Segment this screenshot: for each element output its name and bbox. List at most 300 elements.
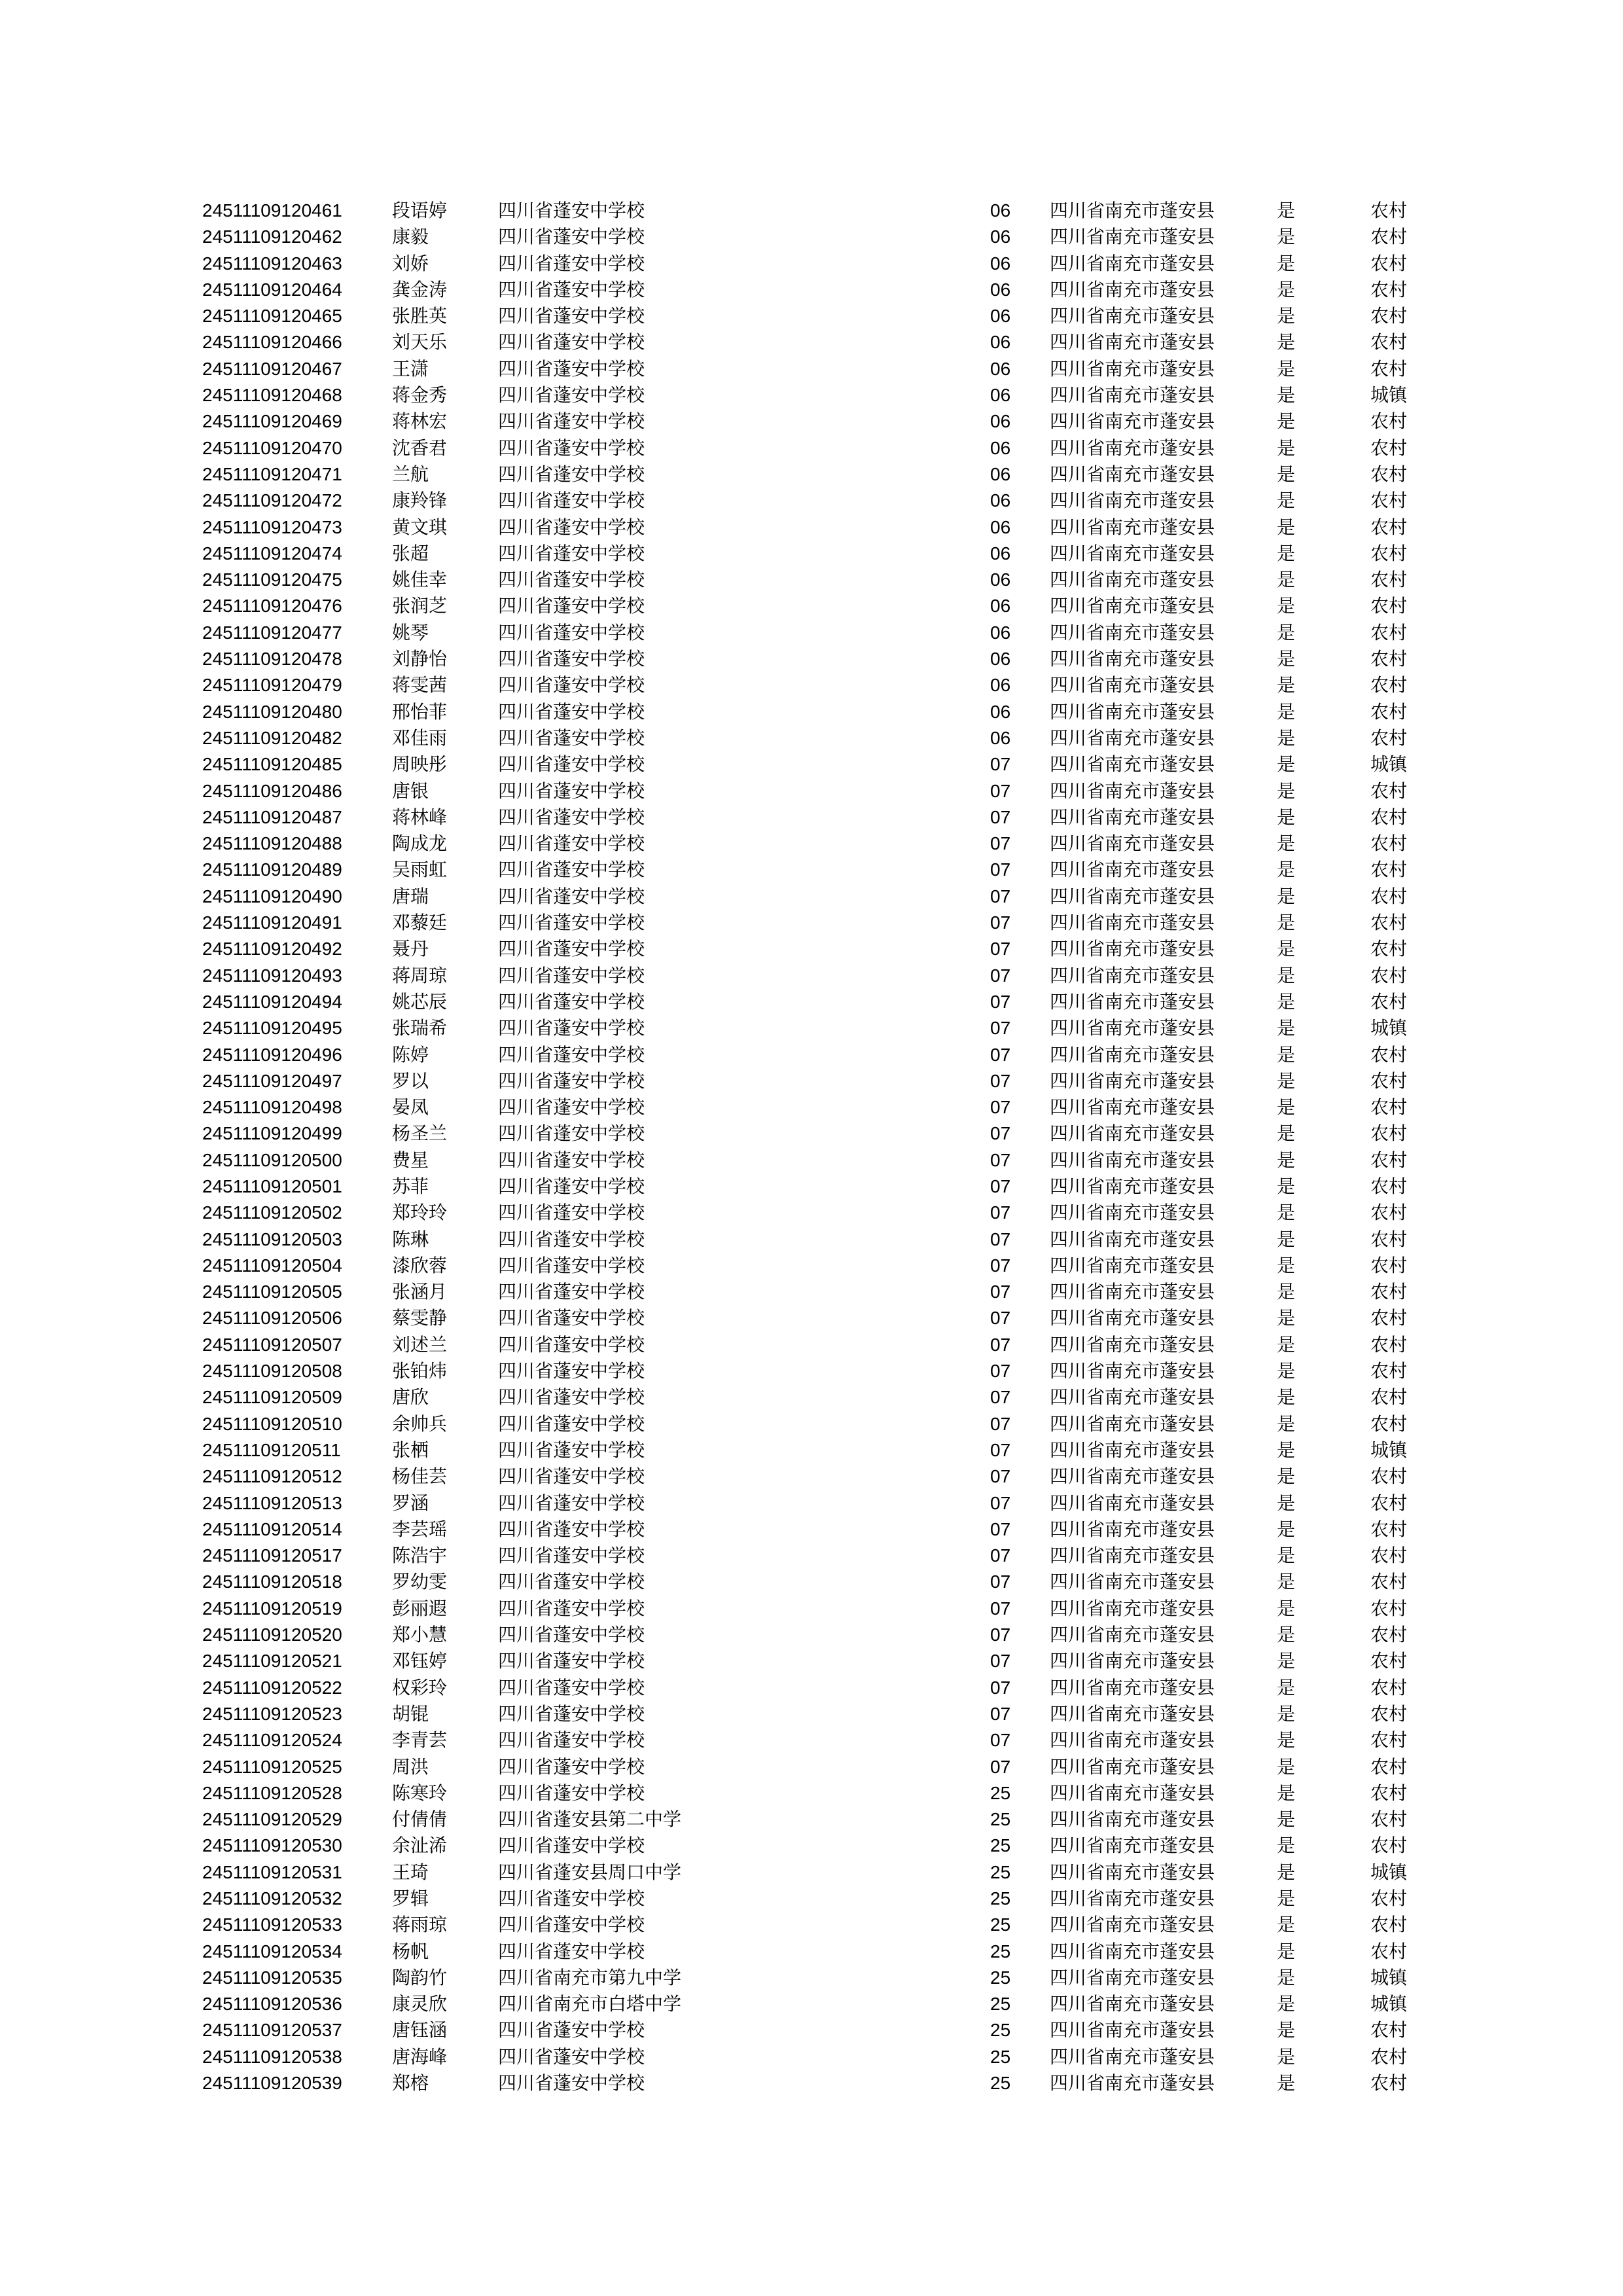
- cell-region: 四川省南充市蓬安县: [1050, 1518, 1215, 1540]
- cell-school: 四川省蓬安中学校: [498, 569, 645, 591]
- cell-code: 07: [990, 1703, 1011, 1724]
- cell-area-type: 农村: [1370, 1228, 1408, 1250]
- cell-student-name: 段语婷: [392, 200, 448, 221]
- table-row: [0, 1227, 1623, 1253]
- table-row: [0, 936, 1623, 962]
- table-row: [0, 989, 1623, 1015]
- table-row: [0, 2044, 1623, 2070]
- cell-code: 25: [990, 1914, 1011, 1935]
- cell-student-name: 杨佳芸: [392, 1465, 448, 1488]
- cell-region: 四川省南充市蓬安县: [1050, 1808, 1215, 1831]
- cell-code: 07: [990, 1492, 1011, 1513]
- cell-exam-id: 24511109120489: [202, 859, 342, 880]
- table-row: [0, 356, 1623, 382]
- cell-area-type: 农村: [1370, 1096, 1408, 1119]
- cell-student-name: 康毅: [392, 226, 429, 248]
- cell-student-name: 权彩玲: [392, 1676, 448, 1698]
- cell-area-type: 农村: [1370, 806, 1408, 828]
- table-row: [0, 1754, 1623, 1780]
- cell-student-name: 周映彤: [392, 753, 448, 776]
- cell-student-name: 陈琳: [392, 1228, 429, 1250]
- cell-area-type: 城镇: [1370, 753, 1408, 776]
- cell-area-type: 农村: [1370, 2072, 1408, 2094]
- table-row: [0, 1516, 1623, 1543]
- cell-area-type: 农村: [1370, 542, 1408, 564]
- cell-school: 四川省蓬安中学校: [498, 1017, 645, 1039]
- table-row: [0, 1068, 1623, 1094]
- cell-region: 四川省南充市蓬安县: [1050, 806, 1215, 828]
- cell-flag: 是: [1277, 595, 1296, 617]
- cell-school: 四川省蓬安中学校: [498, 1281, 645, 1303]
- cell-student-name: 蒋雨琼: [392, 1914, 448, 1936]
- cell-flag: 是: [1277, 200, 1296, 221]
- cell-school: 四川省蓬安中学校: [498, 1175, 645, 1197]
- cell-region: 四川省南充市蓬安县: [1050, 1940, 1215, 1962]
- table-row: [0, 488, 1623, 514]
- cell-exam-id: 24511109120508: [202, 1361, 342, 1382]
- cell-code: 07: [990, 886, 1011, 906]
- cell-flag: 是: [1277, 1888, 1296, 1909]
- cell-flag: 是: [1277, 1835, 1296, 1857]
- cell-flag: 是: [1277, 252, 1296, 274]
- cell-region: 四川省南充市蓬安县: [1050, 463, 1215, 485]
- table-row: [0, 1806, 1623, 1833]
- table-row: [0, 1622, 1623, 1648]
- cell-school: 四川省南充市白塔中学: [498, 1993, 682, 2015]
- cell-code: 25: [990, 1809, 1011, 1830]
- table-row: [0, 303, 1623, 329]
- cell-code: 06: [990, 226, 1011, 247]
- cell-flag: 是: [1277, 964, 1296, 986]
- cell-flag: 是: [1277, 1492, 1296, 1514]
- cell-exam-id: 24511109120471: [202, 463, 342, 484]
- table-row: [0, 1305, 1623, 1331]
- cell-exam-id: 24511109120530: [202, 1835, 342, 1856]
- cell-region: 四川省南充市蓬安县: [1050, 331, 1215, 353]
- cell-area-type: 城镇: [1370, 384, 1408, 406]
- cell-exam-id: 24511109120469: [202, 411, 342, 432]
- cell-code: 06: [990, 516, 1011, 537]
- cell-code: 07: [990, 1229, 1011, 1249]
- cell-code: 07: [990, 912, 1011, 933]
- cell-code: 07: [990, 1097, 1011, 1118]
- cell-flag: 是: [1277, 410, 1296, 433]
- cell-school: 四川省蓬安中学校: [498, 753, 645, 776]
- table-row: [0, 804, 1623, 831]
- cell-code: 07: [990, 806, 1011, 827]
- cell-school: 四川省蓬安中学校: [498, 437, 645, 459]
- cell-area-type: 农村: [1370, 964, 1408, 986]
- cell-school: 四川省蓬安中学校: [498, 384, 645, 406]
- cell-flag: 是: [1277, 1017, 1296, 1039]
- table-row: [0, 778, 1623, 804]
- cell-school: 四川省蓬安中学校: [498, 726, 645, 749]
- cell-school: 四川省蓬安中学校: [498, 2045, 645, 2068]
- table-row: [0, 1174, 1623, 1200]
- table-row: [0, 1463, 1623, 1490]
- cell-school: 四川省南充市第九中学: [498, 1966, 682, 1988]
- cell-region: 四川省南充市蓬安县: [1050, 1861, 1215, 1883]
- cell-school: 四川省蓬安中学校: [498, 964, 645, 986]
- cell-student-name: 刘娇: [392, 252, 429, 274]
- cell-area-type: 农村: [1370, 1412, 1408, 1435]
- cell-area-type: 农村: [1370, 1782, 1408, 1804]
- cell-exam-id: 24511109120466: [202, 332, 342, 353]
- cell-school: 四川省蓬安中学校: [498, 1676, 645, 1698]
- cell-student-name: 蒋林宏: [392, 410, 448, 433]
- cell-school: 四川省蓬安中学校: [498, 859, 645, 881]
- cell-school: 四川省蓬安中学校: [498, 1228, 645, 1250]
- table-row: [0, 1991, 1623, 2017]
- cell-region: 四川省南充市蓬安县: [1050, 252, 1215, 274]
- cell-code: 06: [990, 727, 1011, 748]
- cell-code: 07: [990, 1651, 1011, 1672]
- cell-code: 25: [990, 2020, 1011, 2041]
- cell-code: 25: [990, 2046, 1011, 2067]
- cell-region: 四川省南充市蓬安县: [1050, 1202, 1215, 1224]
- cell-area-type: 农村: [1370, 2045, 1408, 2068]
- cell-code: 06: [990, 332, 1011, 353]
- table-row: [0, 1833, 1623, 1859]
- cell-school: 四川省蓬安中学校: [498, 1597, 645, 1619]
- cell-flag: 是: [1277, 2045, 1296, 2068]
- table-row: [0, 725, 1623, 751]
- cell-school: 四川省蓬安中学校: [498, 1940, 645, 1962]
- cell-code: 06: [990, 569, 1011, 590]
- cell-code: 07: [990, 1413, 1011, 1434]
- cell-school: 四川省蓬安中学校: [498, 1069, 645, 1092]
- cell-flag: 是: [1277, 1069, 1296, 1092]
- cell-student-name: 兰航: [392, 463, 429, 485]
- cell-student-name: 陈婷: [392, 1043, 429, 1066]
- cell-student-name: 李青芸: [392, 1729, 448, 1751]
- cell-flag: 是: [1277, 1755, 1296, 1778]
- cell-region: 四川省南充市蓬安县: [1050, 1782, 1215, 1804]
- cell-region: 四川省南充市蓬安县: [1050, 1017, 1215, 1039]
- cell-code: 25: [990, 1888, 1011, 1909]
- cell-student-name: 吴雨虹: [392, 859, 448, 881]
- cell-school: 四川省蓬安中学校: [498, 938, 645, 960]
- cell-code: 07: [990, 1545, 1011, 1566]
- cell-student-name: 邓藜廷: [392, 912, 448, 934]
- cell-flag: 是: [1277, 384, 1296, 406]
- cell-code: 06: [990, 437, 1011, 458]
- cell-exam-id: 24511109120482: [202, 727, 342, 748]
- cell-area-type: 城镇: [1370, 1439, 1408, 1461]
- cell-student-name: 郑榕: [392, 2072, 429, 2094]
- cell-flag: 是: [1277, 226, 1296, 248]
- cell-area-type: 农村: [1370, 569, 1408, 591]
- cell-flag: 是: [1277, 1043, 1296, 1066]
- cell-school: 四川省蓬安中学校: [498, 1888, 645, 1909]
- cell-exam-id: 24511109120470: [202, 437, 342, 458]
- cell-flag: 是: [1277, 726, 1296, 749]
- cell-exam-id: 24511109120473: [202, 516, 342, 537]
- cell-school: 四川省蓬安中学校: [498, 516, 645, 538]
- cell-school: 四川省蓬安中学校: [498, 912, 645, 934]
- cell-code: 06: [990, 253, 1011, 274]
- cell-flag: 是: [1277, 278, 1296, 300]
- cell-code: 06: [990, 490, 1011, 511]
- cell-student-name: 唐瑞: [392, 885, 429, 907]
- cell-student-name: 姚琴: [392, 621, 429, 643]
- cell-student-name: 陈寒玲: [392, 1782, 448, 1804]
- cell-student-name: 蒋金秀: [392, 384, 448, 406]
- cell-student-name: 漆欣蓉: [392, 1254, 448, 1276]
- cell-flag: 是: [1277, 1676, 1296, 1698]
- cell-student-name: 陈浩宇: [392, 1545, 448, 1567]
- cell-region: 四川省南充市蓬安县: [1050, 700, 1215, 723]
- table-row: [0, 1886, 1623, 1912]
- cell-exam-id: 24511109120520: [202, 1624, 342, 1645]
- cell-code: 06: [990, 279, 1011, 300]
- cell-school: 四川省蓬安中学校: [498, 463, 645, 485]
- cell-flag: 是: [1277, 569, 1296, 591]
- cell-code: 25: [990, 1967, 1011, 1988]
- cell-flag: 是: [1277, 648, 1296, 670]
- cell-school: 四川省蓬安中学校: [498, 226, 645, 248]
- cell-flag: 是: [1277, 2019, 1296, 2041]
- cell-exam-id: 24511109120495: [202, 1018, 342, 1039]
- cell-school: 四川省蓬安中学校: [498, 1650, 645, 1672]
- cell-school: 四川省蓬安中学校: [498, 1545, 645, 1567]
- cell-school: 四川省蓬安中学校: [498, 252, 645, 274]
- cell-area-type: 农村: [1370, 1360, 1408, 1382]
- cell-area-type: 农村: [1370, 226, 1408, 248]
- cell-school: 四川省蓬安中学校: [498, 1360, 645, 1382]
- cell-exam-id: 24511109120493: [202, 965, 342, 986]
- cell-school: 四川省蓬安中学校: [498, 1333, 645, 1355]
- cell-area-type: 农村: [1370, 674, 1408, 696]
- cell-area-type: 农村: [1370, 252, 1408, 274]
- cell-exam-id: 24511109120468: [202, 385, 342, 406]
- cell-code: 07: [990, 965, 1011, 986]
- cell-region: 四川省南充市蓬安县: [1050, 1281, 1215, 1303]
- cell-exam-id: 24511109120487: [202, 806, 342, 827]
- cell-exam-id: 24511109120536: [202, 1994, 342, 2015]
- cell-flag: 是: [1277, 490, 1296, 512]
- cell-flag: 是: [1277, 1914, 1296, 1936]
- table-row: [0, 1437, 1623, 1463]
- cell-school: 四川省蓬安中学校: [498, 1122, 645, 1145]
- cell-flag: 是: [1277, 912, 1296, 934]
- cell-region: 四川省南充市蓬安县: [1050, 1069, 1215, 1092]
- cell-region: 四川省南充市蓬安县: [1050, 621, 1215, 643]
- cell-exam-id: 24511109120500: [202, 1149, 342, 1170]
- cell-code: 07: [990, 1123, 1011, 1144]
- cell-exam-id: 24511109120463: [202, 253, 342, 274]
- cell-school: 四川省蓬安县周口中学: [498, 1861, 682, 1883]
- cell-region: 四川省南充市蓬安县: [1050, 410, 1215, 433]
- table-row: [0, 1596, 1623, 1622]
- cell-flag: 是: [1277, 1465, 1296, 1488]
- cell-student-name: 刘静怡: [392, 648, 448, 670]
- cell-exam-id: 24511109120479: [202, 675, 342, 696]
- table-row: [0, 963, 1623, 989]
- cell-flag: 是: [1277, 1650, 1296, 1672]
- cell-school: 四川省蓬安中学校: [498, 1702, 645, 1725]
- cell-school: 四川省蓬安县第二中学: [498, 1808, 682, 1831]
- table-row: [0, 1384, 1623, 1410]
- cell-school: 四川省蓬安中学校: [498, 621, 645, 643]
- cell-flag: 是: [1277, 753, 1296, 776]
- cell-region: 四川省南充市蓬安县: [1050, 1966, 1215, 1988]
- cell-code: 25: [990, 1782, 1011, 1803]
- cell-flag: 是: [1277, 780, 1296, 802]
- cell-exam-id: 24511109120503: [202, 1229, 342, 1249]
- cell-school: 四川省蓬安中学校: [498, 1096, 645, 1119]
- cell-exam-id: 24511109120501: [202, 1175, 342, 1196]
- cell-student-name: 杨帆: [392, 1940, 429, 1962]
- table-row: [0, 1780, 1623, 1806]
- cell-student-name: 李芸瑶: [392, 1518, 448, 1540]
- cell-code: 07: [990, 1175, 1011, 1196]
- cell-student-name: 康灵欣: [392, 1993, 448, 2015]
- table-row: [0, 1411, 1623, 1437]
- cell-area-type: 农村: [1370, 516, 1408, 538]
- cell-student-name: 唐钰涵: [392, 2019, 448, 2041]
- table-row: [0, 1701, 1623, 1727]
- cell-area-type: 农村: [1370, 2019, 1408, 2041]
- cell-region: 四川省南充市蓬安县: [1050, 357, 1215, 380]
- table-row: [0, 1279, 1623, 1305]
- table-row: [0, 1912, 1623, 1938]
- cell-area-type: 农村: [1370, 200, 1408, 221]
- cell-school: 四川省蓬安中学校: [498, 885, 645, 907]
- cell-code: 06: [990, 701, 1011, 722]
- cell-region: 四川省南充市蓬安县: [1050, 753, 1215, 776]
- cell-exam-id: 24511109120492: [202, 939, 342, 960]
- cell-flag: 是: [1277, 1254, 1296, 1276]
- cell-flag: 是: [1277, 1439, 1296, 1461]
- cell-exam-id: 24511109120538: [202, 2046, 342, 2067]
- cell-area-type: 农村: [1370, 1333, 1408, 1355]
- cell-code: 07: [990, 991, 1011, 1012]
- cell-exam-id: 24511109120477: [202, 622, 342, 643]
- cell-code: 07: [990, 1255, 1011, 1276]
- cell-exam-id: 24511109120499: [202, 1123, 342, 1144]
- cell-area-type: 城镇: [1370, 1861, 1408, 1883]
- cell-student-name: 唐海峰: [392, 2045, 448, 2068]
- table-row: [0, 1675, 1623, 1701]
- cell-flag: 是: [1277, 1096, 1296, 1119]
- cell-region: 四川省南充市蓬安县: [1050, 2019, 1215, 2041]
- cell-region: 四川省南充市蓬安县: [1050, 1386, 1215, 1408]
- cell-area-type: 农村: [1370, 410, 1408, 433]
- cell-flag: 是: [1277, 859, 1296, 881]
- cell-exam-id: 24511109120539: [202, 2073, 342, 2094]
- cell-flag: 是: [1277, 1412, 1296, 1435]
- cell-flag: 是: [1277, 305, 1296, 327]
- table-row: [0, 1859, 1623, 1886]
- cell-exam-id: 24511109120474: [202, 543, 342, 564]
- cell-flag: 是: [1277, 331, 1296, 353]
- cell-code: 07: [990, 1387, 1011, 1408]
- cell-school: 四川省蓬安中学校: [498, 1439, 645, 1461]
- table-row: [0, 884, 1623, 910]
- cell-flag: 是: [1277, 1702, 1296, 1725]
- cell-exam-id: 24511109120522: [202, 1677, 342, 1698]
- cell-student-name: 郑玲玲: [392, 1202, 448, 1224]
- cell-student-name: 王潇: [392, 357, 429, 380]
- table-row: [0, 620, 1623, 646]
- cell-area-type: 农村: [1370, 595, 1408, 617]
- table-row: [0, 251, 1623, 277]
- cell-flag: 是: [1277, 1228, 1296, 1250]
- cell-student-name: 陶成龙: [392, 833, 448, 855]
- cell-student-name: 罗涵: [392, 1492, 429, 1514]
- cell-flag: 是: [1277, 1386, 1296, 1408]
- cell-student-name: 余帅兵: [392, 1412, 448, 1435]
- table-row: [0, 1015, 1623, 1041]
- cell-region: 四川省南充市蓬安县: [1050, 490, 1215, 512]
- cell-school: 四川省蓬安中学校: [498, 674, 645, 696]
- cell-code: 07: [990, 1361, 1011, 1382]
- cell-student-name: 刘天乐: [392, 331, 448, 353]
- cell-exam-id: 24511109120505: [202, 1282, 342, 1302]
- cell-code: 07: [990, 859, 1011, 880]
- cell-exam-id: 24511109120478: [202, 649, 342, 670]
- table-row: [0, 1042, 1623, 1068]
- cell-area-type: 农村: [1370, 990, 1408, 1013]
- cell-flag: 是: [1277, 2072, 1296, 2094]
- cell-code: 07: [990, 1756, 1011, 1777]
- table-row: [0, 593, 1623, 619]
- cell-student-name: 张涵月: [392, 1281, 448, 1303]
- cell-exam-id: 24511109120507: [202, 1334, 342, 1355]
- cell-exam-id: 24511109120476: [202, 596, 342, 617]
- cell-student-name: 罗以: [392, 1069, 429, 1092]
- table-row: [0, 1094, 1623, 1121]
- cell-school: 四川省蓬安中学校: [498, 1755, 645, 1778]
- cell-school: 四川省蓬安中学校: [498, 990, 645, 1013]
- cell-flag: 是: [1277, 1861, 1296, 1883]
- cell-student-name: 张铂炜: [392, 1360, 448, 1382]
- cell-area-type: 农村: [1370, 1571, 1408, 1593]
- cell-code: 06: [990, 306, 1011, 327]
- cell-student-name: 蒋雯茜: [392, 674, 448, 696]
- cell-exam-id: 24511109120528: [202, 1782, 342, 1803]
- cell-code: 06: [990, 200, 1011, 221]
- cell-student-name: 晏凤: [392, 1096, 429, 1119]
- cell-exam-id: 24511109120498: [202, 1097, 342, 1118]
- cell-school: 四川省蓬安中学校: [498, 542, 645, 564]
- cell-exam-id: 24511109120512: [202, 1466, 342, 1487]
- cell-code: 07: [990, 1044, 1011, 1065]
- table-row: [0, 831, 1623, 857]
- cell-code: 25: [990, 1994, 1011, 2015]
- cell-exam-id: 24511109120510: [202, 1413, 342, 1434]
- cell-region: 四川省南充市蓬安县: [1050, 780, 1215, 802]
- table-row: [0, 672, 1623, 698]
- cell-exam-id: 24511109120517: [202, 1545, 342, 1566]
- cell-code: 07: [990, 1070, 1011, 1091]
- cell-exam-id: 24511109120521: [202, 1651, 342, 1672]
- table-row: [0, 1727, 1623, 1753]
- cell-region: 四川省南充市蓬安县: [1050, 938, 1215, 960]
- cell-student-name: 张瑞希: [392, 1017, 448, 1039]
- cell-area-type: 农村: [1370, 1676, 1408, 1698]
- cell-exam-id: 24511109120464: [202, 279, 342, 300]
- cell-flag: 是: [1277, 463, 1296, 485]
- cell-flag: 是: [1277, 1940, 1296, 1962]
- cell-region: 四川省南充市蓬安县: [1050, 964, 1215, 986]
- cell-area-type: 农村: [1370, 1518, 1408, 1540]
- cell-area-type: 农村: [1370, 1465, 1408, 1488]
- cell-area-type: 农村: [1370, 938, 1408, 960]
- cell-student-name: 费星: [392, 1149, 429, 1171]
- cell-code: 07: [990, 754, 1011, 775]
